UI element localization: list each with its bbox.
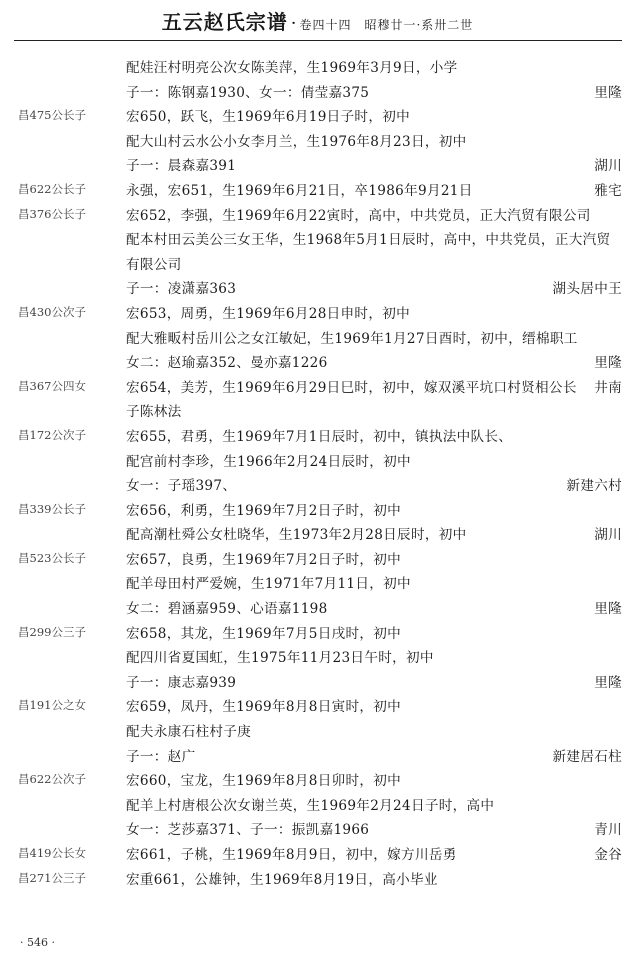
lineage-label: 昌299公三子 <box>18 624 86 639</box>
entry-text: 配娃汪村明亮公次女陈美萍，生1969年3月9日，小学 <box>126 60 458 76</box>
entry-row <box>0 277 635 302</box>
entry-row <box>0 81 635 106</box>
entry-text: 女二：碧涵嘉959、心语嘉1198 <box>126 601 328 618</box>
entry-row <box>0 745 635 770</box>
residence-place: 新建居石柱 <box>552 748 622 765</box>
entry-text-block <box>126 56 622 81</box>
entry-row <box>0 720 635 745</box>
entry-row <box>0 499 635 524</box>
entry-text: 女一：子瑶397、 <box>126 478 237 495</box>
lineage-label: 昌367公四女 <box>18 378 86 393</box>
entry-text-block <box>126 523 622 548</box>
entry-text-block <box>126 794 622 819</box>
entry-text: 配羊上村唐根公次女谢兰英，生1969年2月24日子时，高中 <box>126 797 495 814</box>
entry-text-block <box>126 646 622 671</box>
entry-text-block <box>126 572 622 597</box>
entry-text: 宏652，李强，生1969年6月22寅时，高中，中共党员，正大汽贸有限公司 <box>126 207 591 224</box>
entry-row <box>0 376 635 425</box>
residence-place: 湖头居中王 <box>552 281 622 298</box>
entry-text: 宏653，周勇，生1969年6月28日申时，初中 <box>126 305 410 322</box>
entry-row <box>0 769 635 794</box>
entry-text: 宏重661，公雄钟，生1969年8月19日，高小毕业 <box>126 871 438 888</box>
entry-row <box>0 327 635 352</box>
genealogy-title: 五云赵氏宗谱 <box>161 10 288 34</box>
entry-text-block <box>126 868 622 893</box>
entry-row <box>0 523 635 548</box>
entry-text-block <box>126 277 622 302</box>
entry-text: 配夫永康石柱村子庚 <box>126 724 252 741</box>
entry-row <box>0 843 635 868</box>
entry-row <box>0 794 635 819</box>
entry-row <box>0 818 635 843</box>
entry-text-block <box>126 425 622 450</box>
residence-place: 金谷 <box>594 847 622 863</box>
lineage-label: 昌339公长子 <box>18 501 86 516</box>
entry-row <box>0 130 635 155</box>
entry-text: 子一：晨森嘉391 <box>126 158 237 175</box>
entry-text: 子一：康志嘉939 <box>126 674 237 691</box>
residence-place: 湖川 <box>594 158 622 175</box>
entry-text-block <box>126 818 622 843</box>
entry-text: 配宫前村李珍，生1966年2月24日辰时，初中 <box>126 453 411 470</box>
entry-text-block <box>126 130 622 155</box>
entry-text: 宏659，凤丹，生1969年8月8日寅时，初中 <box>126 699 402 716</box>
residence-place: 雅宅 <box>594 182 622 199</box>
entry-text-block <box>126 474 622 499</box>
residence-place: 里隆 <box>594 355 622 372</box>
lineage-label: 昌172公次子 <box>18 427 86 442</box>
entry-text-block <box>126 450 622 475</box>
lineage-label: 昌376公长子 <box>18 206 86 221</box>
entry-text: 宏657，良勇，生1969年7月2日子时，初中 <box>126 551 402 568</box>
entry-text: 配高潮杜舜公女杜晓华，生1973年2月28日辰时，初中 <box>126 527 467 544</box>
entry-row <box>0 179 635 204</box>
entry-text-block <box>126 720 622 745</box>
entry-text-block <box>126 376 622 425</box>
entry-text-block <box>126 671 622 696</box>
lineage-label: 昌622公次子 <box>18 772 86 787</box>
entry-text-block <box>126 597 622 622</box>
entry-text: 宏654，美芳，生1969年6月29日巳时，初中，嫁双溪平坑口村贤相公长子陈林法 <box>126 379 577 421</box>
entry-row <box>0 56 635 81</box>
entry-text-block <box>126 351 622 376</box>
lineage-label: 昌430公次子 <box>18 304 86 319</box>
entry-text: 宏658，其龙，生1969年7月5日戌时，初中 <box>126 625 402 642</box>
volume-subtitle: 卷四十四 昭穆廿一·系卅二世 <box>299 18 474 32</box>
page-header <box>0 6 635 38</box>
entry-row <box>0 228 635 277</box>
residence-place: 里隆 <box>594 674 622 691</box>
entry-text: 配大雅畈村岳川公之女江敏妃，生1969年1月27日酉时，初中，缙棉职工 <box>126 330 578 347</box>
entry-text-block <box>126 622 622 647</box>
entry-text-block <box>126 695 622 720</box>
lineage-label: 昌475公长子 <box>18 108 86 123</box>
entry-text: 宏661，子桃，生1969年8月9日，初中，嫁方川岳勇 <box>126 847 457 863</box>
lineage-label: 昌191公之女 <box>18 698 86 713</box>
entry-text: 永强，宏651，生1969年6月21日，卒1986年9月21日 <box>126 182 473 199</box>
entry-text: 配羊母田村严爱婉，生1971年7月11日，初中 <box>126 576 411 593</box>
entry-text: 子一：凌潇嘉363 <box>126 281 237 298</box>
residence-place: 里隆 <box>594 601 622 618</box>
entry-row <box>0 548 635 573</box>
title-separator: · <box>290 13 297 34</box>
entry-text: 宏656，利勇，生1969年7月2日子时，初中 <box>126 502 402 519</box>
header-rule <box>14 40 622 41</box>
entry-row <box>0 695 635 720</box>
entry-text: 宏660，宝龙，生1969年8月8日卯时，初中 <box>126 773 402 790</box>
entry-text: 子一：陈钢嘉1930、女一：倩莹嘉375 <box>126 84 370 101</box>
entry-text-block <box>126 769 622 794</box>
entry-row <box>0 425 635 450</box>
residence-place: 湖川 <box>594 527 622 544</box>
entry-row <box>0 351 635 376</box>
entry-row <box>0 597 635 622</box>
residence-place: 青川 <box>594 822 622 839</box>
entry-row <box>0 154 635 179</box>
page-number: · 546 · <box>20 936 55 949</box>
lineage-label: 昌622公长子 <box>18 181 86 196</box>
entry-text-block <box>126 179 622 204</box>
entry-row <box>0 105 635 130</box>
entry-text-block <box>126 499 622 524</box>
entry-text-block <box>126 302 622 327</box>
genealogy-entries <box>0 56 635 892</box>
entry-row <box>0 302 635 327</box>
residence-place: 里隆 <box>594 84 622 101</box>
entry-row <box>0 474 635 499</box>
residence-place: 新建六村 <box>566 478 622 495</box>
entry-text-block <box>126 154 622 179</box>
lineage-label: 昌523公长子 <box>18 550 86 565</box>
entry-text-block <box>126 105 622 130</box>
entry-text: 配大山村云水公小女李月兰，生1976年8月23日，初中 <box>126 133 467 150</box>
entry-row <box>0 671 635 696</box>
entry-text-block <box>126 548 622 573</box>
entry-row <box>0 868 635 893</box>
entry-text: 女一：芝莎嘉371、子一：振凯嘉1966 <box>126 822 370 839</box>
lineage-label: 昌419公长女 <box>18 846 86 860</box>
entry-text-block <box>126 745 622 770</box>
lineage-label: 昌271公三子 <box>18 870 86 885</box>
entry-text: 配四川省夏国虹，生1975年11月23日午时，初中 <box>126 650 434 667</box>
entry-text: 子一：赵广 <box>126 748 196 765</box>
entry-text: 宏650，跃飞，生1969年6月19日子时，初中 <box>126 109 410 126</box>
entry-row <box>0 204 635 229</box>
entry-row <box>0 646 635 671</box>
entry-text: 宏655，君勇，生1969年7月1日辰时，初中，镇执法中队长、 <box>126 428 513 445</box>
residence-place: 井南 <box>594 379 622 396</box>
entry-text-block <box>126 228 622 277</box>
entry-text-block <box>126 204 622 229</box>
entry-text-block <box>126 843 622 868</box>
entry-text: 配本村田云美公三女王华，生1968年5月1日辰时，高中，中共党员，正大汽贸有限公司 <box>126 232 611 273</box>
entry-text-block <box>126 81 622 106</box>
entry-text: 女二：赵瑜嘉352、曼亦嘉1226 <box>126 355 328 372</box>
entry-row <box>0 450 635 475</box>
entry-text-block <box>126 327 622 352</box>
entry-row <box>0 572 635 597</box>
entry-row <box>0 622 635 647</box>
